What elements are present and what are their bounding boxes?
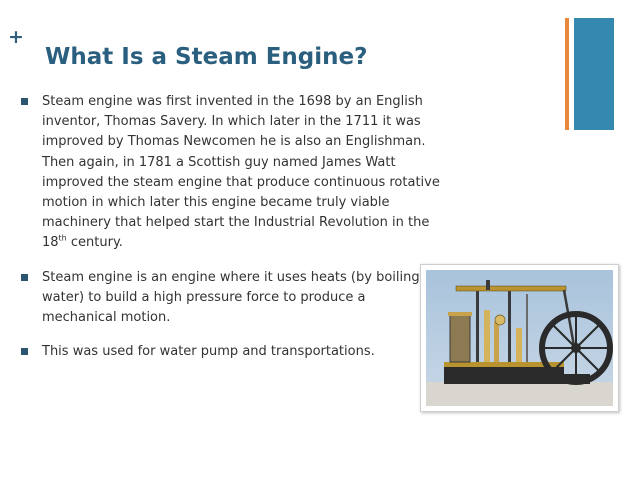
square-bullet-icon — [21, 274, 28, 281]
slide-title: What Is a Steam Engine? — [45, 44, 368, 70]
square-bullet-icon — [21, 98, 28, 105]
accent-bar-orange — [565, 18, 569, 130]
bullet-text: Steam engine was first invented in the 1698 by an English inventor, Thomas Savery. In which later in the 1711 it was improved by Thomas Newcomen he is also an Englishman. Then again, in 1781 a Scottish guy named James Watt improved the steam engine that produce continuous rotative motion in which later this engine became truly viable machinery that helped start the Industrial Revolution in the 18th century. — [42, 94, 440, 251]
steam-engine-photo — [420, 264, 619, 412]
bullet-item — [21, 342, 441, 362]
bullet-text: This was used for water pump and transportations. — [42, 344, 375, 360]
bullet-text: Steam engine is an engine where it uses heats (by boiling water) to build a high pressure force to produce a mechanical motion. — [42, 269, 420, 326]
bullet-item — [21, 92, 441, 254]
square-bullet-icon — [21, 348, 28, 355]
steam-engine-illustration — [426, 270, 613, 406]
bullet-item — [21, 268, 441, 329]
bullet-list — [21, 92, 441, 376]
accent-bar-blue — [574, 18, 614, 130]
plus-icon: + — [8, 26, 24, 48]
superscript: th — [58, 234, 67, 244]
